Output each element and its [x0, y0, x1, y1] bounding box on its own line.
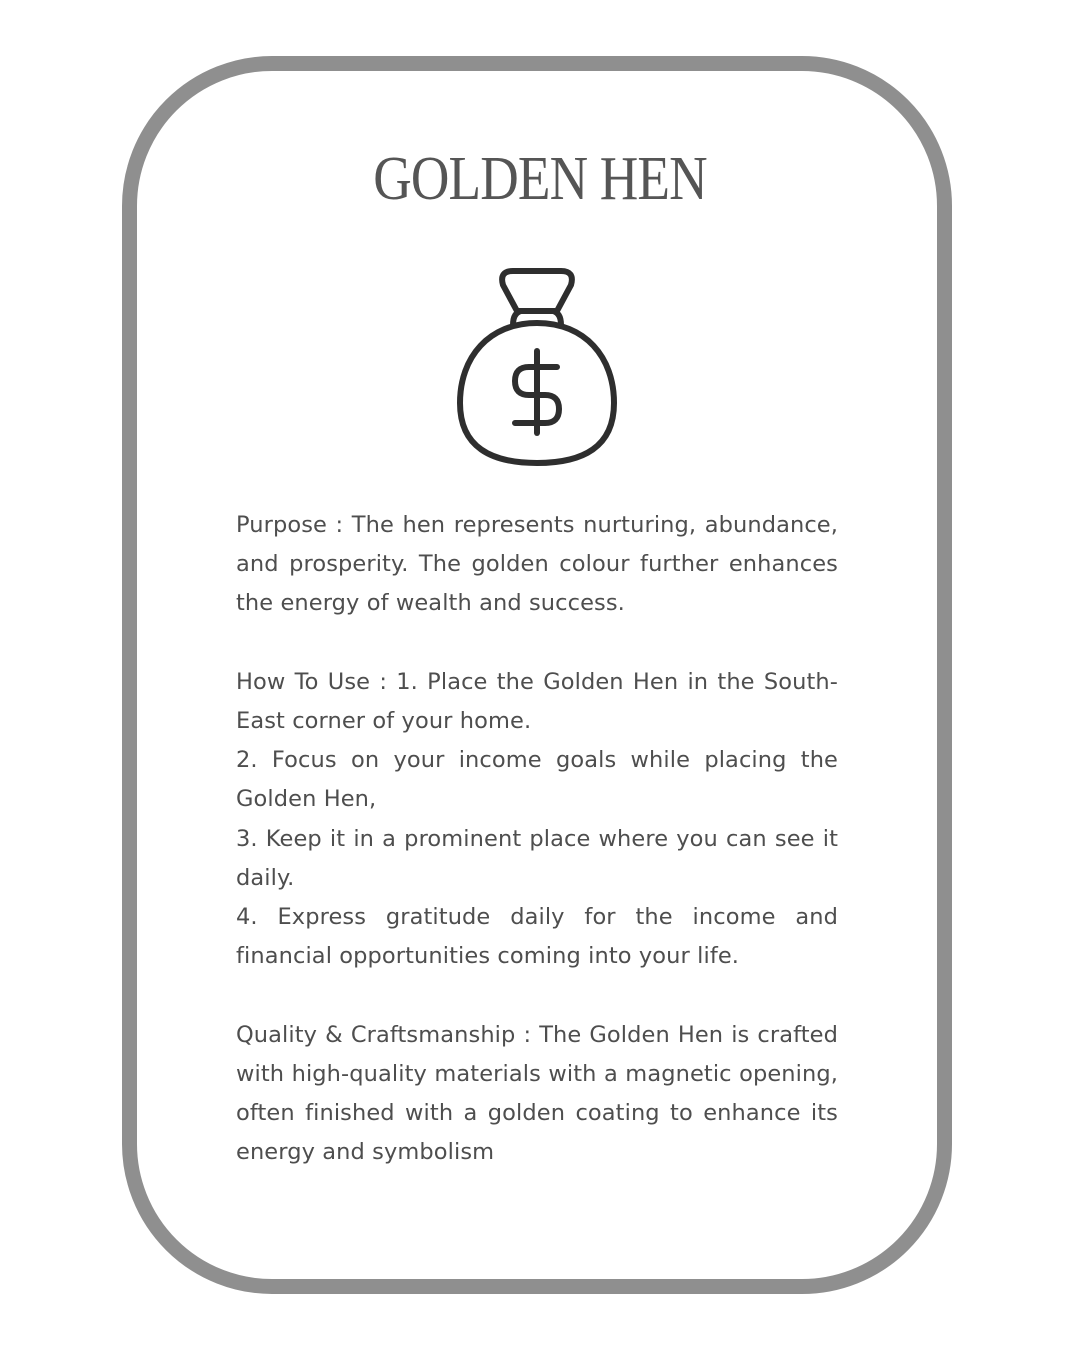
quality-text: The Golden Hen is crafted with high-quality materials with a magnetic opening, often finished with a golden coating to enhance its energy and symbolism: [236, 1021, 838, 1166]
purpose-paragraph: [236, 506, 838, 624]
how-to-use-step-4: 4. Express gratitude daily for the income and financial opportunities coming into your life.: [236, 904, 838, 970]
purpose-separator: :: [327, 512, 352, 538]
how-to-use-separator: :: [370, 668, 397, 695]
quality-label: Quality & Craftsmanship: [236, 1021, 516, 1048]
money-bag-dollar-icon: [455, 265, 619, 470]
how-to-use-label: How To Use: [236, 668, 371, 695]
purpose-text: The hen represents nurturing, abundance, and prosperity. The golden colour further enhances the energy of wealth and success.: [236, 512, 838, 617]
how-to-use-step-1: [236, 663, 838, 741]
purpose-label: Purpose: [236, 512, 327, 538]
description-body: [236, 506, 838, 1172]
quality-paragraph: [236, 1016, 838, 1173]
how-to-use-step-3: 3. Keep it in a prominent place where you can see it daily.: [236, 825, 838, 891]
step-text: 1. Place the Golden Hen in the South-East corner of your home.: [236, 668, 838, 734]
how-to-use-step-2: 2. Focus on your income goals while placing the Golden Hen,: [236, 747, 838, 813]
page-title: GOLDEN HEN: [373, 145, 707, 213]
quality-separator: :: [515, 1021, 540, 1048]
